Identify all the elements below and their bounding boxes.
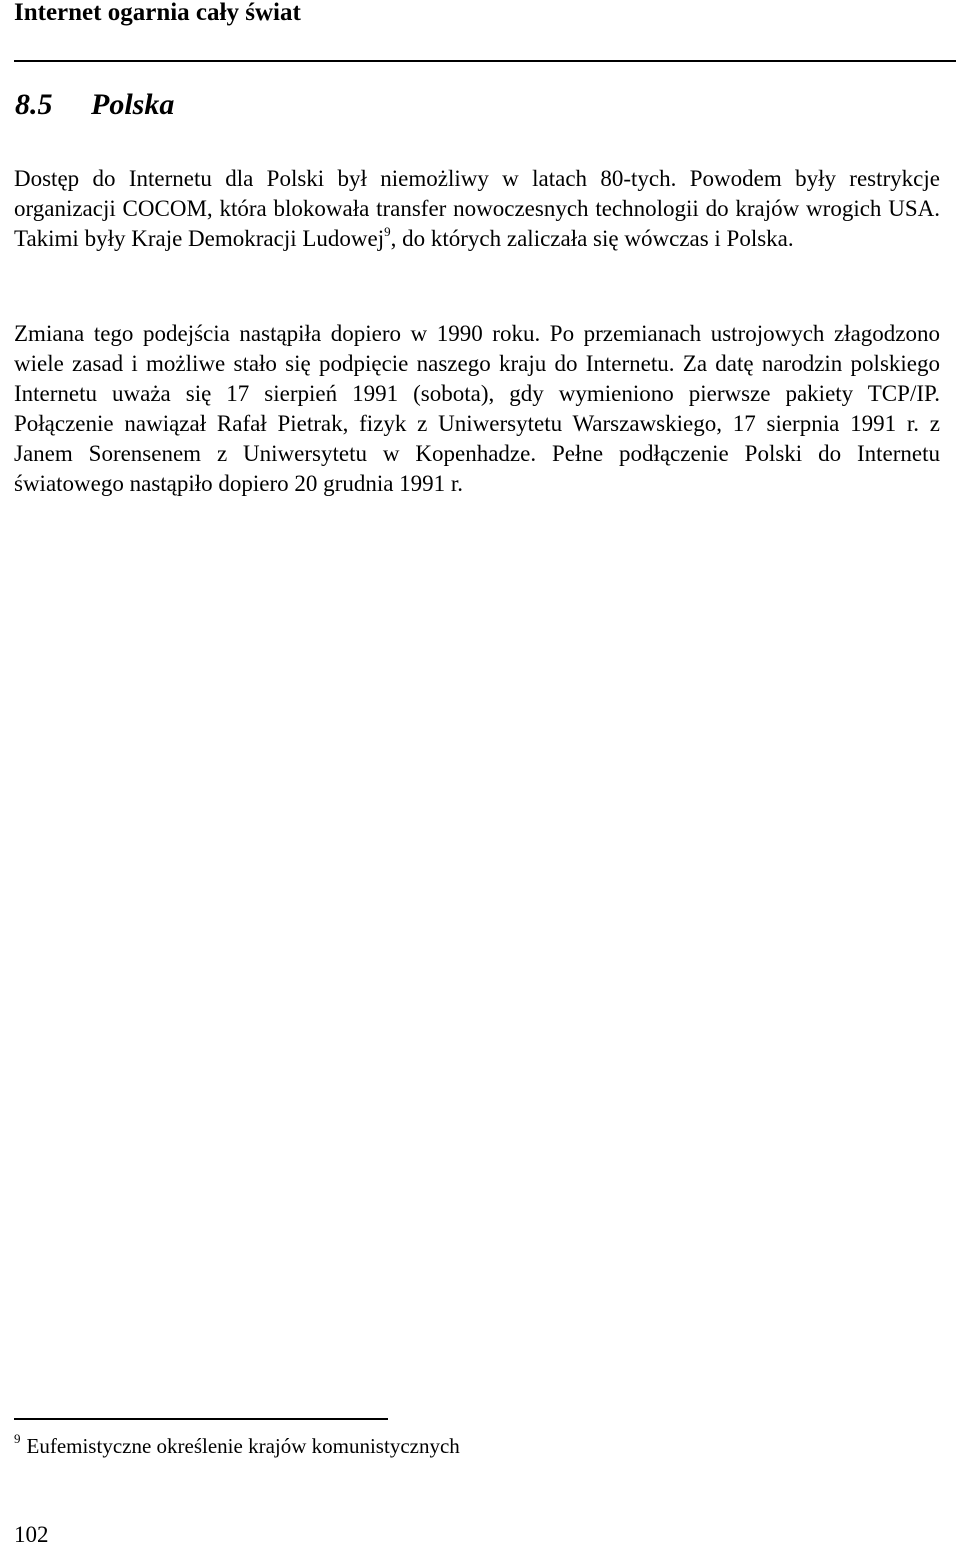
footnote-text: Eufemistyczne określenie krajów komunistycznych <box>26 1434 460 1458</box>
paragraph-1-text-b: , do których zaliczała się wówczas i Polska. <box>390 226 794 251</box>
running-header-title: Internet ogarnia cały świat <box>14 0 301 26</box>
footnote-reference[interactable]: 9 <box>384 224 391 239</box>
paragraph-1 <box>14 164 940 254</box>
footnote-marker: 9 <box>14 1431 21 1446</box>
footnote-divider <box>14 1418 388 1420</box>
header-divider <box>14 60 956 62</box>
section-title: Polska <box>91 88 175 121</box>
paragraph-1-text-a: Dostęp do Internetu dla Polski był niemożliwy w latach 80-tych. Powodem były restrykcje organizacji COCOM, która blokowała transfer nowoczesnych technologii do krajów wrogich USA. Takimi były Kraje Demokracji Ludowej <box>14 166 940 251</box>
section-number: 8.5 <box>15 88 53 121</box>
section-heading <box>15 86 174 124</box>
footnote <box>14 1431 460 1461</box>
paragraph-2: Zmiana tego podejścia nastąpiła dopiero w 1990 roku. Po przemianach ustrojowych złagodzono wiele zasad i możliwe stało się podpięcie naszego kraju do Internetu. Za datę narodzin polskiego Internetu uważa się 17 sierpień 1991 (sobota), gdy wymieniono pierwsze pakiety TCP/IP. Połączenie nawiązał Rafał Pietrak, fizyk z Uniwersytetu Warszawskiego, 17 sierpnia 1991 r. z Janem Sorensenem z Uniwersytetu w Kopenhadze. Pełne podłączenie Polski do Internetu światowego nastąpiło dopiero 20 grudnia 1991 r. <box>14 321 940 496</box>
page-number: 102 <box>14 1522 49 1547</box>
